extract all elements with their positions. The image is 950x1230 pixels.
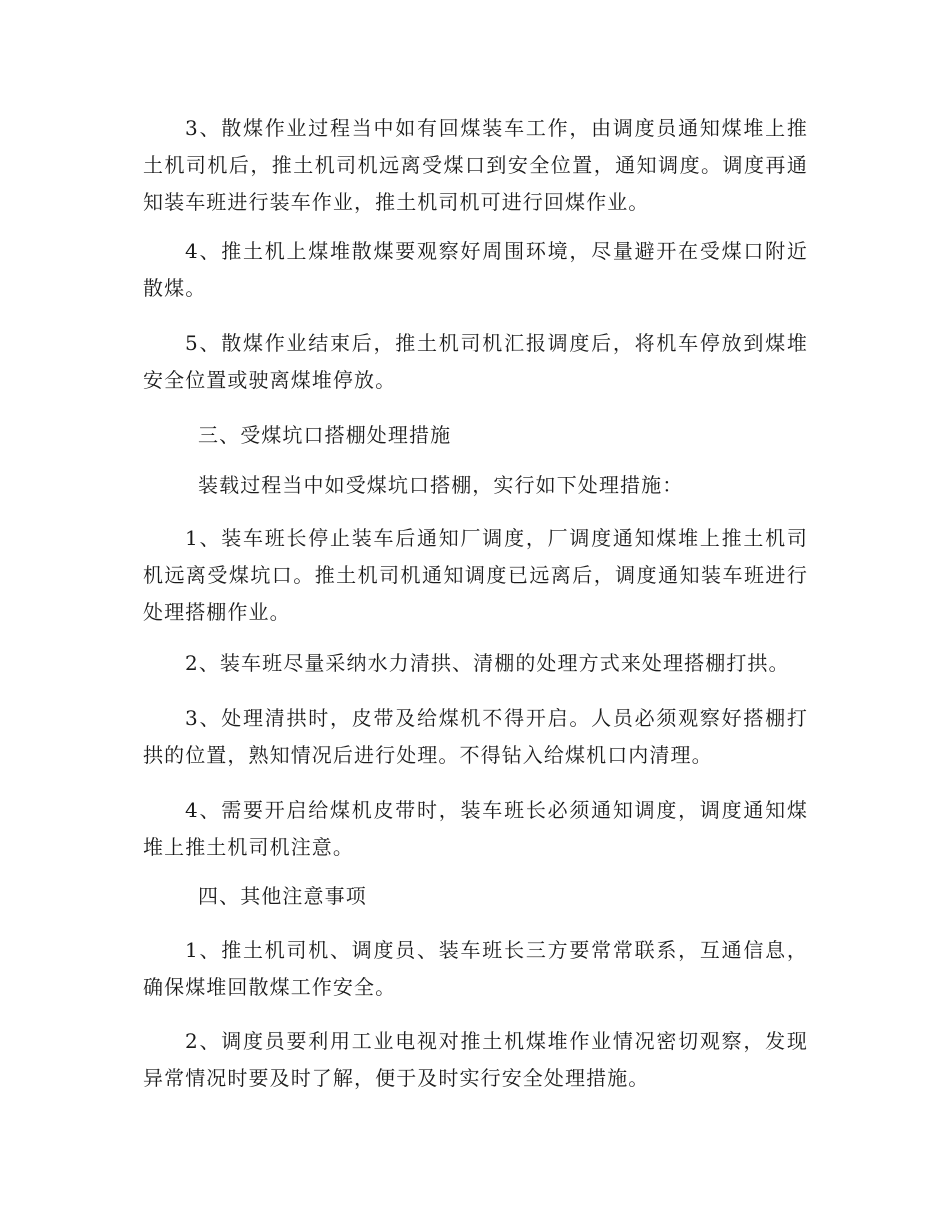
- paragraph-3-clearing-arch: 3、处理清拱时，皮带及给煤机不得开启。人员必须观察好搭棚打拱的位置，熟知情况后进行处理。不得钻入给煤机口内清理。: [143, 706, 808, 767]
- paragraph-5-finish-spreading: 5、散煤作业结束后，推土机司机汇报调度后，将机车停放到煤堆安全位置或驶离煤堆停放。: [143, 331, 808, 392]
- paragraph-2-water-clearing: 2、装车班尽量采纳水力清拱、清棚的处理方式来处理搭棚打拱。: [185, 651, 790, 675]
- section-heading-3: 三、受煤坑口搭棚处理措施: [198, 423, 452, 447]
- paragraph-3-coal-return-loading: 3、散煤作业过程当中如有回煤装车工作，由调度员通知煤堆上推土机司机后，推土机司机远离受煤口到安全位置，通知调度。调度再通知装车班进行装车作业，推土机司机可进行回煤作业。: [143, 116, 808, 214]
- paragraph-2-monitoring: 2、调度员要利用工业电视对推土机煤堆作业情况密切观察，发现异常情况时要及时了解，便于及时实行安全处理措施。: [143, 1029, 808, 1090]
- section-intro-measures: 装载过程当中如受煤坑口搭棚，实行如下处理措施：: [198, 473, 684, 497]
- section-heading-4: 四、其他注意事项: [198, 884, 367, 908]
- paragraph-4-start-feeder: 4、需要开启给煤机皮带时，装车班长必须通知调度，调度通知煤堆上推土机司机注意。: [143, 798, 808, 859]
- paragraph-1-stop-loading: 1、装车班长停止装车后通知厂调度，厂调度通知煤堆上推土机司机远离受煤坑口。推土机司机通知调度已远离后，调度通知装车班进行处理搭棚作业。: [143, 526, 808, 624]
- paragraph-4-observe-environment: 4、推土机上煤堆散煤要观察好周围环境，尽量避开在受煤口附近散煤。: [143, 239, 808, 300]
- paragraph-1-communication: 1、推土机司机、调度员、装车班长三方要常常联系，互通信息，确保煤堆回散煤工作安全。: [143, 938, 808, 999]
